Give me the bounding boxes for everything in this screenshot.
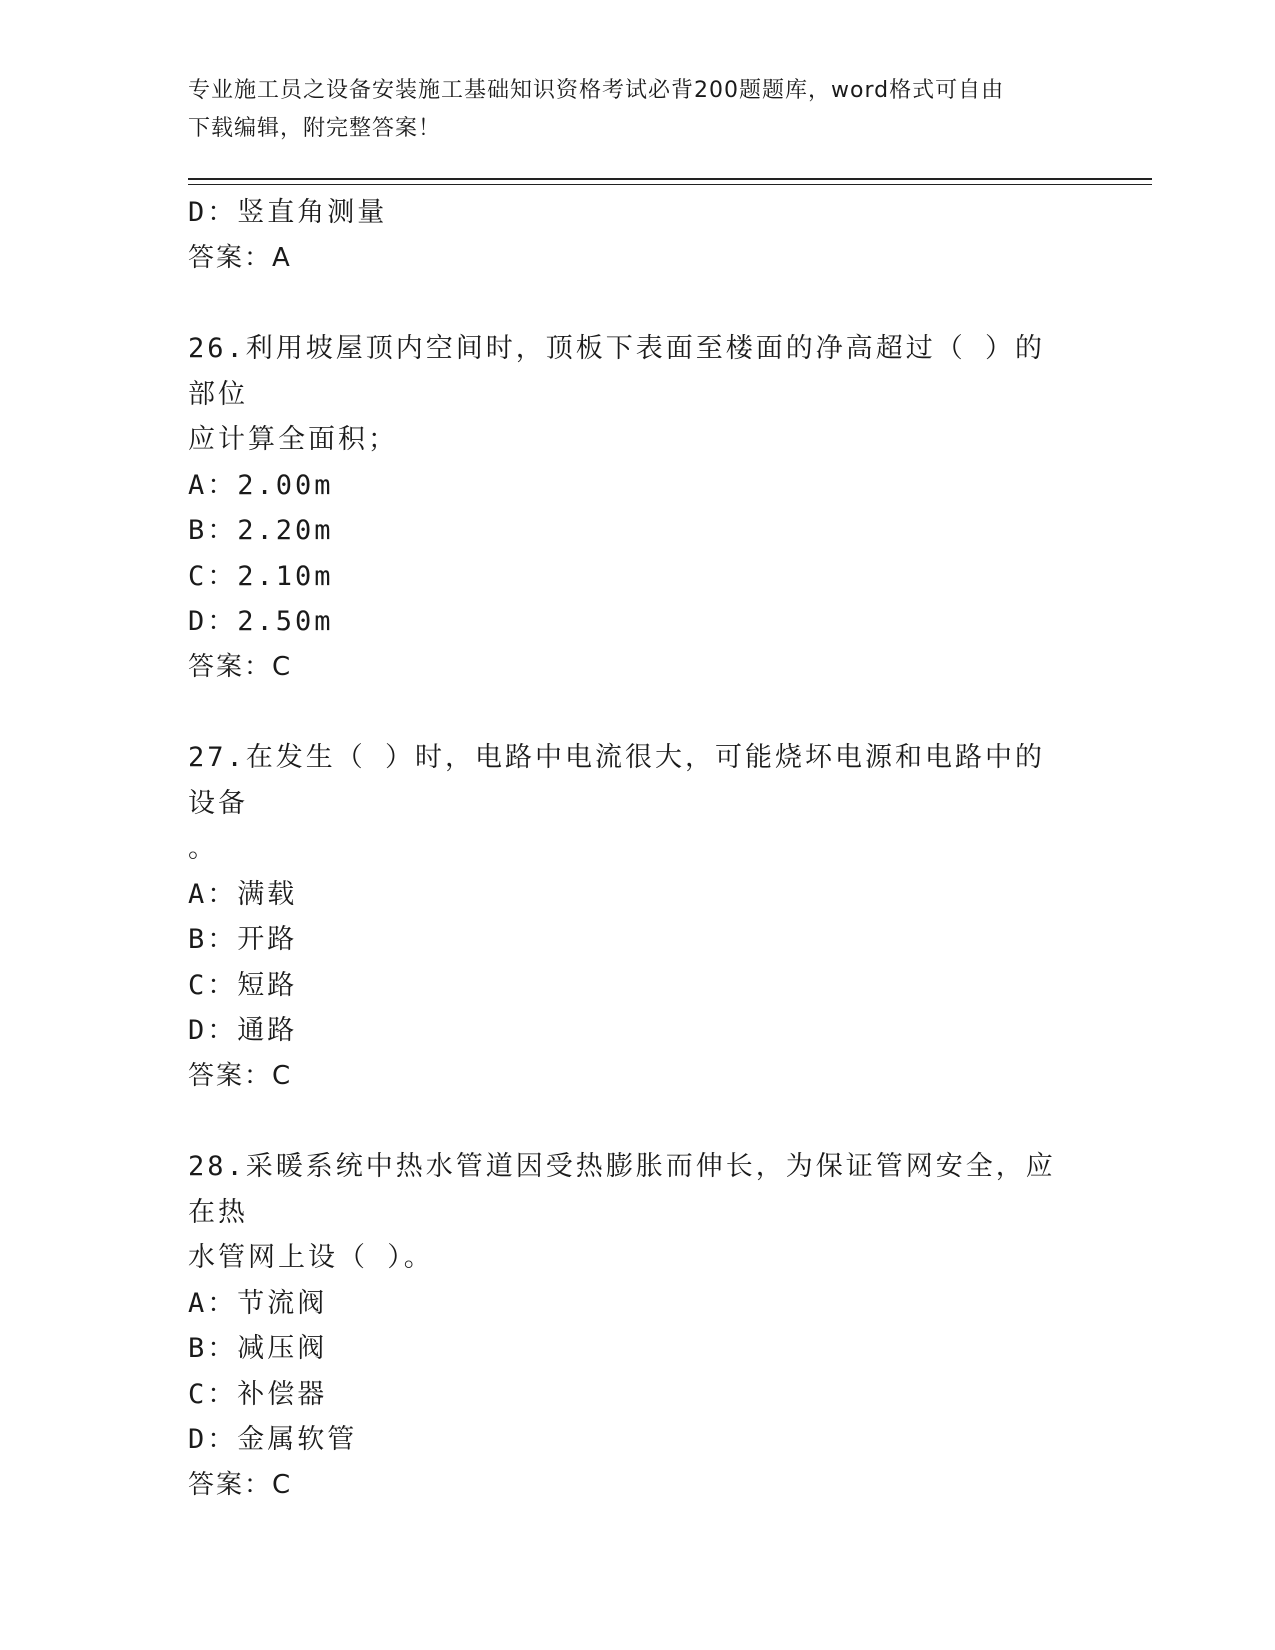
option-a: A：2.00m xyxy=(188,469,334,501)
answer-line: 答案：C xyxy=(188,651,293,682)
question-text xyxy=(188,735,1068,872)
option-b: B：减压阀 xyxy=(188,1333,328,1364)
header-divider-thick xyxy=(188,178,1152,180)
header-line-1: 专业施工员之设备安装施工基础知识资格考试必背200题题库，word格式可自由 xyxy=(188,78,1005,103)
previous-question-tail xyxy=(188,190,1088,281)
question-text-line-1: 27.在发生（ ）时，电路中电流很大，可能烧坏电源和电路中的设备 xyxy=(188,742,1046,819)
option-b: B：2.20m xyxy=(188,515,334,546)
question-text-line-2: 。 xyxy=(188,833,218,864)
answer-line: 答案：A xyxy=(188,242,292,273)
question-28 xyxy=(188,1144,1088,1508)
option-d: D：通路 xyxy=(188,1015,298,1046)
header-line-2: 下载编辑，附完整答案！ xyxy=(188,116,442,141)
answer-line: 答案：C xyxy=(188,1060,293,1091)
answer-line: 答案：C xyxy=(188,1469,293,1500)
question-text xyxy=(188,326,1068,463)
question-text-line-1: 28.采暖系统中热水管道因受热膨胀而伸长，为保证管网安全，应在热 xyxy=(188,1151,1056,1228)
option-c: C：补偿器 xyxy=(188,1378,328,1410)
document-header xyxy=(188,72,1088,148)
option-a: A：满载 xyxy=(188,878,298,910)
option-a: A：节流阀 xyxy=(188,1287,328,1319)
option-d: D：竖直角测量 xyxy=(188,197,388,228)
question-text-line-2: 应计算全面积； xyxy=(188,424,398,455)
header-divider-thin xyxy=(188,184,1152,185)
option-d: D：2.50m xyxy=(188,606,334,637)
option-b: B：开路 xyxy=(188,924,298,955)
question-27 xyxy=(188,735,1088,1099)
document-body xyxy=(188,190,1088,1508)
question-text xyxy=(188,1144,1068,1281)
question-text-line-2: 水管网上设（ ）。 xyxy=(188,1242,434,1273)
option-c: C：短路 xyxy=(188,969,298,1001)
question-text-line-1: 26.利用坡屋顶内空间时，顶板下表面至楼面的净高超过（ ）的部位 xyxy=(188,333,1046,410)
question-26 xyxy=(188,326,1088,690)
option-c: C：2.10m xyxy=(188,560,334,592)
option-d: D：金属软管 xyxy=(188,1424,358,1455)
